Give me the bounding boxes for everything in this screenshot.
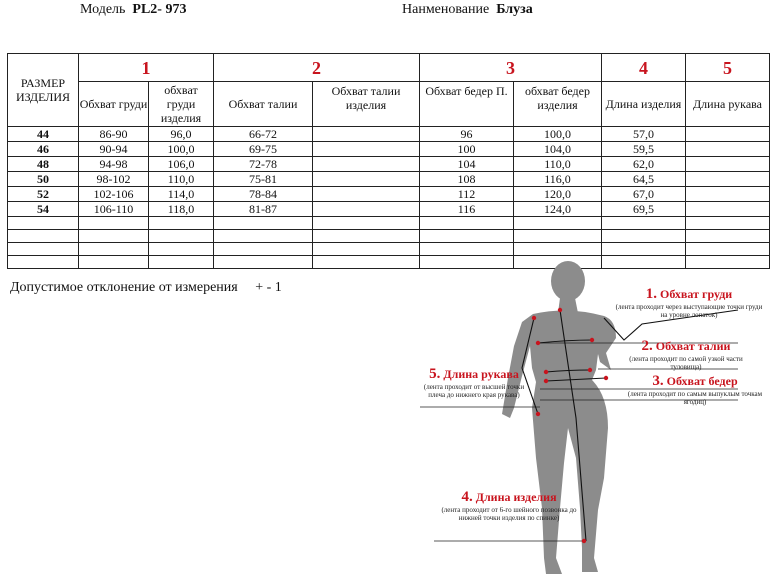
annotation-title: Обхват бедер [666,374,738,388]
annotation-title: Обхват груди [660,287,733,301]
table-cell [420,217,514,230]
table-cell: 100 [420,142,514,157]
annotation-note: (лента проходит от высшей точки плеча до нижнего края рукава) [423,383,525,399]
table-cell: 114,0 [149,187,214,202]
table-cell: 118,0 [149,202,214,217]
table-cell [514,243,602,256]
table-row [8,142,770,157]
table-cell [313,157,420,172]
annotation-chest [614,286,764,319]
table-row [8,172,770,187]
column-header: обхват бедер изделия [514,82,602,127]
annotation-number: 1. [645,286,658,302]
annotation-note: (лента проходит по самой узкой части туловища) [629,355,743,371]
annotation-number: 2. [641,338,653,354]
table-cell [79,243,149,256]
table-cell [313,256,420,269]
table-cell: 116 [420,202,514,217]
table-cell: 66-72 [214,127,313,142]
table-cell: 64,5 [602,172,686,187]
annotation-number: 3. [652,373,664,389]
size-cell: 54 [8,202,79,217]
table-cell [79,217,149,230]
name-heading [402,2,533,18]
table-cell: 69,5 [602,202,686,217]
table-cell [149,243,214,256]
column-header: Длина рукава [686,82,770,127]
group-number-1: 1 [79,54,214,82]
table-row [8,243,770,256]
table-cell: 102-106 [79,187,149,202]
table-cell [313,217,420,230]
table-cell [686,187,770,202]
table-cell [686,217,770,230]
annotation-title: Обхват талии [655,339,731,353]
table-cell: 75-81 [214,172,313,187]
annotation-title: Длина изделия [475,490,557,504]
table-cell [214,217,313,230]
table-cell [686,243,770,256]
size-cell: 50 [8,172,79,187]
model-value: PL2- 973 [132,2,187,17]
column-header: Обхват талии изделия [313,82,420,127]
column-header: Обхват груди [79,82,149,127]
table-row [8,202,770,217]
table-cell: 67,0 [602,187,686,202]
table-cell [149,230,214,243]
group-number-5: 5 [686,54,770,82]
table-cell: 108 [420,172,514,187]
table-cell [420,230,514,243]
table-cell [313,187,420,202]
column-header: Длина изделия [602,82,686,127]
table-cell [686,230,770,243]
table-cell [313,230,420,243]
annotation-number: 5. [429,366,441,382]
size-cell [8,230,79,243]
annotation-number: 4. [461,489,473,505]
table-cell [313,127,420,142]
column-header-row [8,82,770,127]
table-cell: 62,0 [602,157,686,172]
table-cell [686,202,770,217]
table-cell: 59,5 [602,142,686,157]
annotation-hips [622,373,768,406]
size-cell: 46 [8,142,79,157]
model-heading [80,2,186,18]
name-label: Нанменование [402,2,490,17]
table-cell [514,230,602,243]
annotation-waist [624,338,748,371]
annotation-sleeve [420,366,528,399]
table-cell [514,217,602,230]
table-cell [313,202,420,217]
table-row [8,157,770,172]
table-cell: 78-84 [214,187,313,202]
table-cell [420,243,514,256]
table-cell: 96,0 [149,127,214,142]
table-cell: 96 [420,127,514,142]
table-row [8,127,770,142]
group-number-2: 2 [214,54,420,82]
size-cell [8,243,79,256]
table-cell: 112 [420,187,514,202]
table-cell [686,172,770,187]
group-number-row [8,54,770,82]
model-label: Модель [80,2,126,17]
table-cell [313,142,420,157]
column-header: обхват груди изделия [149,82,214,127]
table-cell [602,217,686,230]
annotation-length [434,489,584,522]
table-cell [149,256,214,269]
size-cell: 52 [8,187,79,202]
size-cell [8,217,79,230]
table-cell: 104,0 [514,142,602,157]
table-cell [313,172,420,187]
table-cell: 98-102 [79,172,149,187]
table-cell [79,230,149,243]
size-cell: 44 [8,127,79,142]
table-cell: 94-98 [79,157,149,172]
annotation-title: Длина рукава [443,367,519,381]
name-value: Блуза [496,2,533,17]
table-cell: 100,0 [149,142,214,157]
tolerance-text: Допустимое отклонение от измерения [10,280,238,295]
table-cell: 124,0 [514,202,602,217]
table-cell: 81-87 [214,202,313,217]
table-cell [686,127,770,142]
table-cell: 106-110 [79,202,149,217]
table-cell [602,243,686,256]
table-cell: 110,0 [514,157,602,172]
table-cell: 116,0 [514,172,602,187]
column-header: Обхват бедер П. [420,82,514,127]
table-cell [214,256,313,269]
table-cell [214,230,313,243]
silhouette-shape [502,261,616,574]
tolerance-value: + - 1 [255,280,282,295]
size-table [7,53,770,269]
table-cell [79,256,149,269]
table-cell: 120,0 [514,187,602,202]
table-row [8,187,770,202]
table-cell [313,243,420,256]
table-cell: 104 [420,157,514,172]
table-cell [686,142,770,157]
table-cell [602,230,686,243]
table-cell: 106,0 [149,157,214,172]
tolerance-note [10,280,282,296]
table-row [8,217,770,230]
table-cell [214,243,313,256]
size-cell: 48 [8,157,79,172]
table-cell: 69-75 [214,142,313,157]
table-cell: 57,0 [602,127,686,142]
table-cell [149,217,214,230]
table-cell: 100,0 [514,127,602,142]
table-body [8,127,770,269]
table-cell: 86-90 [79,127,149,142]
table-cell: 72-78 [214,157,313,172]
size-cell [8,256,79,269]
table-cell: 110,0 [149,172,214,187]
measurement-figure [418,258,774,578]
annotation-note: (лента проходит через выступающие точки груди на уровне лопаток) [615,303,763,319]
column-header: Обхват талии [214,82,313,127]
size-header: РАЗМЕР ИЗДЕЛИЯ [8,54,79,127]
annotation-note: (лента проходит от 6-го шейного позвонка до нижней точки изделия по спинке) [441,506,577,522]
table-row [8,230,770,243]
group-number-4: 4 [602,54,686,82]
table-cell [686,157,770,172]
table-cell: 90-94 [79,142,149,157]
group-number-3: 3 [420,54,602,82]
annotation-note: (лента проходит по самым выпуклым точкам ягодиц) [627,390,763,406]
